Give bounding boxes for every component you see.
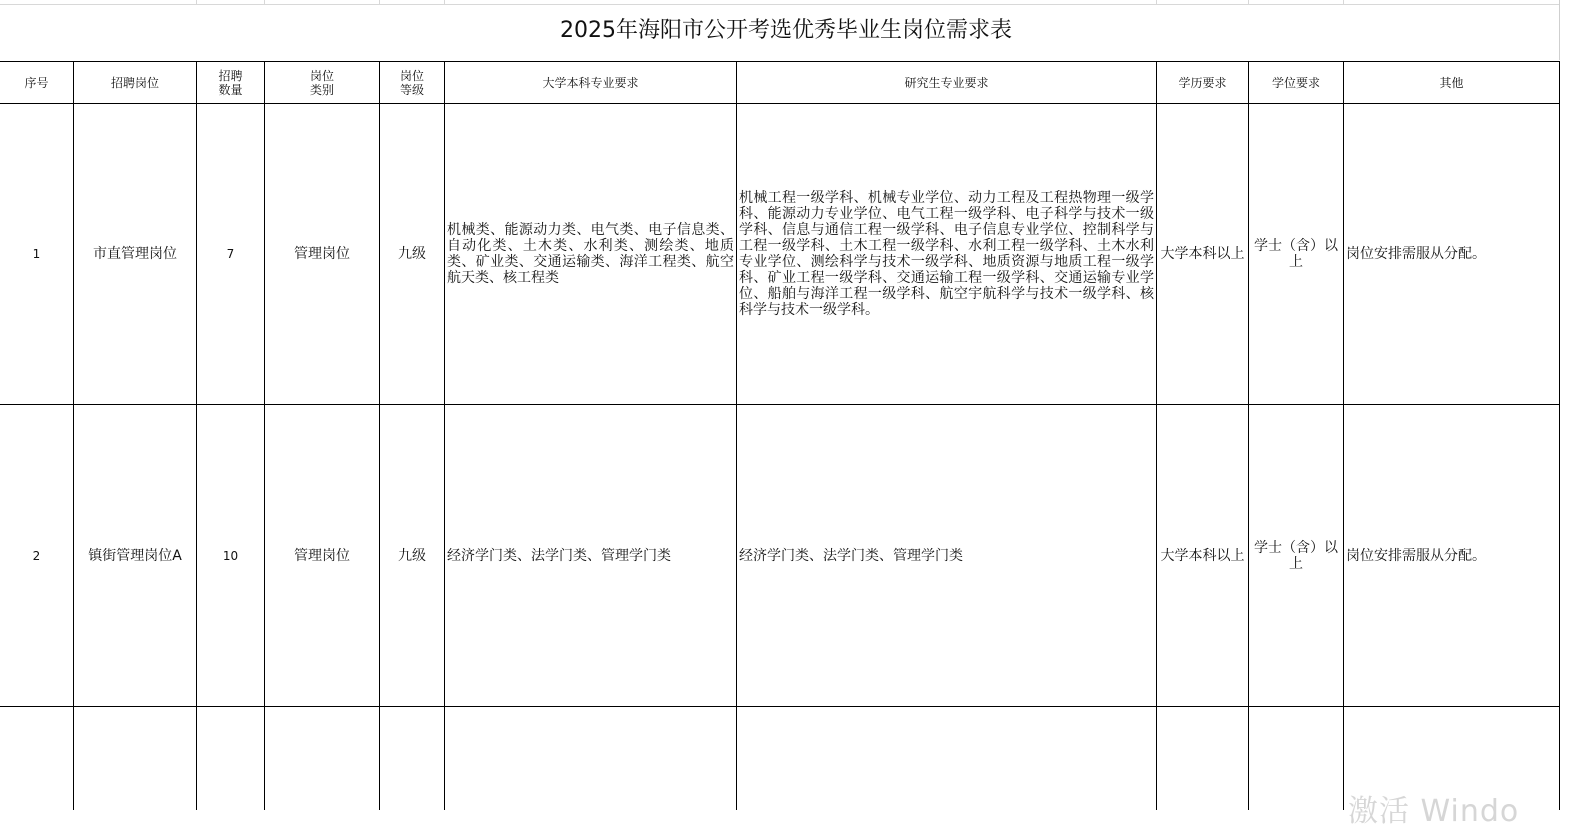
header-line: 岗位 [399,68,424,83]
header-line: 等级 [399,82,424,97]
document-title: 2025年海阳市公开考选优秀毕业生岗位需求表 [560,17,1012,43]
row1-position[interactable]: 市直管理岗位 [93,246,177,262]
header-xuewei: 学位要求 [1271,75,1320,90]
row2-xuhao[interactable]: 2 [32,548,41,563]
header-line: 招聘 [218,68,243,83]
row1-graduate-requirements[interactable]: 机械工程一级学科、机械专业学位、动力工程及工程热物理一级学科、能源动力专业学位、电气工程一级学科、电子科学与技术一级学科、信息与通信工程一级学科、电子信息专业学位、控制科学与工程一级学科、土木工程一级学科、水利工程一级学科、土木水利专业学位、测绘科学与技术一级学科、地质资源与地质工程一级学科、矿业工程一级学科、交通运输工程一级学科、交通运输专业学位、船舶与海洋工程一级学科、航空宇航科学与技术一级学科、核科学与技术一级学科。 [739,190,1154,318]
header-xueli: 学历要求 [1178,75,1227,90]
row1-xuhao[interactable]: 1 [32,247,41,261]
row1-undergrad-requirements[interactable]: 机械类、能源动力类、电气类、电子信息类、自动化类、土木类、水利类、测绘类、地质类、矿业类、交通运输类、海洋工程类、航空航天类、核工程类 [447,222,734,286]
row1-count[interactable]: 7 [226,247,235,261]
header-gangwei-leibie [265,62,379,103]
activation-watermark: 激活 Windo [1348,794,1520,829]
row1-education[interactable]: 大学本科以上 [1160,246,1245,262]
header-line: 数量 [218,82,243,97]
row3-empty[interactable] [0,707,1559,810]
row2-position[interactable]: 镇街管理岗位A [88,547,182,564]
row2-graduate-requirements[interactable]: 经济学门类、法学门类、管理学门类 [739,547,963,564]
row1-other[interactable]: 岗位安排需服从分配。 [1346,246,1486,262]
row2-count[interactable]: 10 [222,548,239,563]
header-gangwei-dengji [380,62,444,103]
row1-degree[interactable]: 学士（含）以上 [1254,238,1338,270]
row2-degree[interactable]: 学士（含）以上 [1254,539,1338,572]
row2-level[interactable]: 九级 [398,547,426,564]
header-yanjiusheng-zhuanye: 研究生专业要求 [904,75,989,90]
row1-category[interactable]: 管理岗位 [294,246,350,262]
header-zhaopin-gangwei: 招聘岗位 [110,75,159,90]
header-benke-zhuanye: 大学本科专业要求 [542,75,639,90]
row1-level[interactable]: 九级 [398,246,426,262]
header-zhaopin-shuliang [197,62,264,103]
header-line: 类别 [309,82,334,97]
row2-category[interactable]: 管理岗位 [294,547,350,564]
header-xuhao: 序号 [24,75,49,90]
header-line: 岗位 [309,68,334,83]
row2-other[interactable]: 岗位安排需服从分配。 [1346,547,1486,564]
row2-education[interactable]: 大学本科以上 [1160,547,1245,564]
header-qita: 其他 [1439,75,1464,90]
row2-undergrad-requirements[interactable]: 经济学门类、法学门类、管理学门类 [447,547,671,564]
